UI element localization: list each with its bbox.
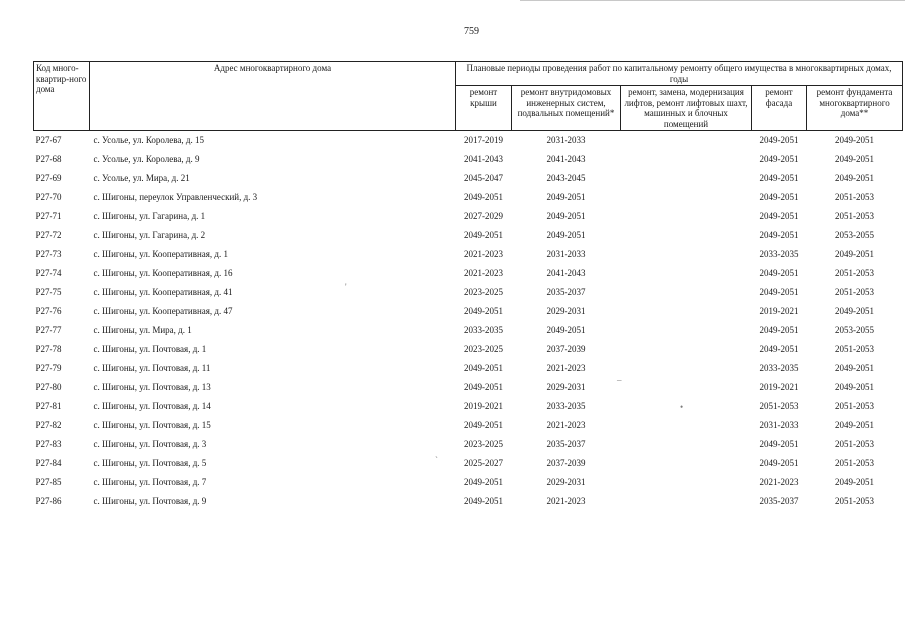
table-cell-elevators [621, 435, 752, 454]
table-cell-address: с. Шигоны, ул. Почтовая, д. 11 [93, 363, 211, 373]
table-cell-address: с. Шигоны, ул. Гагарина, д. 1 [93, 211, 206, 221]
table-cell-foundation: 2049-2051 [835, 135, 875, 145]
table-cell-foundation: 2049-2051 [835, 154, 875, 164]
table-cell-address: с. Шигоны, ул. Почтовая, д. 3 [93, 439, 207, 449]
table-cell-foundation: 2051-2053 [835, 211, 875, 221]
table-row [34, 245, 903, 264]
table-cell-foundation: 2051-2053 [835, 287, 875, 297]
table-cell-facade: 2033-2035 [759, 249, 799, 259]
table-cell-facade: 2049-2051 [759, 135, 799, 145]
table-cell-engineering: 2041-2043 [546, 268, 586, 278]
table-cell-address: с. Шигоны, ул. Почтовая, д. 1 [93, 344, 207, 354]
table-cell-foundation: 2049-2051 [835, 477, 875, 487]
capital-repair-table [33, 61, 903, 511]
table-cell-foundation: 2049-2051 [835, 382, 875, 392]
table-cell-engineering: 2035-2037 [546, 439, 586, 449]
table-cell-code: Р27-76 [35, 306, 62, 316]
table-cell-elevators [621, 245, 752, 264]
table-cell-engineering: 2029-2031 [546, 382, 586, 392]
table-body [34, 131, 903, 512]
table-cell-roof: 2049-2051 [464, 306, 503, 316]
table-cell-roof: 2023-2025 [464, 344, 503, 354]
table-cell-facade: 2049-2051 [759, 211, 799, 221]
table-cell-engineering: 2021-2023 [546, 420, 586, 430]
table-cell-elevators [621, 397, 752, 416]
table-cell-address: с. Усолье, ул. Королева, д. 9 [93, 154, 200, 164]
table-cell-elevators [621, 416, 752, 435]
table-cell-elevators [621, 492, 752, 511]
table-cell-roof: 2025-2027 [464, 458, 503, 468]
table-cell-code: Р27-81 [35, 401, 62, 411]
table-cell-facade: 2049-2051 [759, 325, 799, 335]
table-cell-roof: 2041-2043 [464, 154, 503, 164]
table-row [34, 264, 903, 283]
table-cell-elevators [621, 207, 752, 226]
table-row [34, 302, 903, 321]
table-cell-code: Р27-75 [35, 287, 62, 297]
table-row [34, 150, 903, 169]
table-cell-facade: 2049-2051 [759, 192, 799, 202]
table-cell-engineering: 2033-2035 [546, 401, 586, 411]
table-cell-facade: 2049-2051 [759, 154, 799, 164]
table-row [34, 321, 903, 340]
table-cell-elevators [621, 340, 752, 359]
table-cell-address: с. Шигоны, ул. Почтовая, д. 7 [93, 477, 207, 487]
table-row [34, 169, 903, 188]
table-cell-code: Р27-72 [35, 230, 62, 240]
table-cell-address: с. Шигоны, ул. Кооперативная, д. 16 [93, 268, 233, 278]
table-cell-code: Р27-71 [35, 211, 62, 221]
page-number: 759 [464, 26, 479, 37]
table-cell-facade: 2035-2037 [759, 496, 799, 506]
table-cell-address: с. Шигоны, ул. Кооперативная, д. 1 [93, 249, 228, 259]
table-row [34, 226, 903, 245]
table-cell-address: с. Усолье, ул. Королева, д. 15 [93, 135, 204, 145]
table-cell-engineering: 2049-2051 [546, 230, 586, 240]
table-row [34, 473, 903, 492]
table-cell-roof: 2049-2051 [464, 477, 503, 487]
header-elevators: ремонт, замена, модернизация лифтов, ремонт лифтовых шахт, машинных и блочных помещений [621, 86, 752, 131]
table-cell-roof: 2049-2051 [464, 192, 503, 202]
table-cell-engineering: 2041-2043 [546, 154, 586, 164]
table-cell-foundation: 2053-2055 [835, 325, 875, 335]
table-cell-engineering: 2049-2051 [546, 325, 586, 335]
table-cell-facade: 2049-2051 [759, 268, 799, 278]
table-cell-elevators [621, 226, 752, 245]
table-cell-roof: 2019-2021 [464, 401, 503, 411]
table-cell-address: с. Шигоны, ул. Почтовая, д. 15 [93, 420, 211, 430]
table-row [34, 188, 903, 207]
table-cell-foundation: 2053-2055 [835, 230, 875, 240]
table-row [34, 492, 903, 511]
table-cell-foundation: 2049-2051 [835, 249, 875, 259]
table-cell-foundation: 2049-2051 [835, 306, 875, 316]
header-engineering: ремонт внутридомовых инженерных систем, подвальных помещений* [512, 86, 621, 131]
table-cell-roof: 2033-2035 [464, 325, 503, 335]
table-cell-foundation: 2049-2051 [835, 173, 875, 183]
table-cell-roof: 2049-2051 [464, 363, 503, 373]
table-cell-code: Р27-82 [35, 420, 62, 430]
scan-speck: ' [345, 282, 347, 292]
table-cell-code: Р27-78 [35, 344, 62, 354]
table-cell-code: Р27-68 [35, 154, 62, 164]
table-cell-engineering: 2021-2023 [546, 496, 586, 506]
table-cell-roof: 2021-2023 [464, 249, 503, 259]
table-cell-code: Р27-84 [35, 458, 62, 468]
header-address: Адрес многоквартирного дома [90, 62, 456, 131]
table-row [34, 131, 903, 151]
table-cell-elevators [621, 359, 752, 378]
table-cell-elevators [621, 264, 752, 283]
table-cell-facade: 2049-2051 [759, 439, 799, 449]
table-cell-engineering: 2031-2033 [546, 135, 586, 145]
table-cell-foundation: 2051-2053 [835, 401, 875, 411]
table-cell-engineering: 2029-2031 [546, 306, 586, 316]
table-cell-roof: 2049-2051 [464, 420, 503, 430]
header-facade: ремонт фасада [752, 86, 807, 131]
table-cell-elevators [621, 302, 752, 321]
table-cell-code: Р27-70 [35, 192, 62, 202]
table-row [34, 454, 903, 473]
table-cell-foundation: 2051-2053 [835, 268, 875, 278]
table-row [34, 416, 903, 435]
table-cell-engineering: 2021-2023 [546, 363, 586, 373]
table-cell-foundation: 2051-2053 [835, 439, 875, 449]
table-cell-facade: 2049-2051 [759, 344, 799, 354]
table-row [34, 435, 903, 454]
table-cell-facade: 2019-2021 [759, 382, 799, 392]
table-cell-facade: 2033-2035 [759, 363, 799, 373]
table-cell-elevators [621, 473, 752, 492]
table-cell-foundation: 2051-2053 [835, 344, 875, 354]
scan-dash: – [617, 375, 622, 385]
table-row [34, 359, 903, 378]
table-cell-roof: 2049-2051 [464, 230, 503, 240]
table-cell-code: Р27-69 [35, 173, 62, 183]
header-roof: ремонт крыши [456, 86, 512, 131]
table-cell-code: Р27-85 [35, 477, 62, 487]
table-cell-address: с. Шигоны, ул. Почтовая, д. 14 [93, 401, 211, 411]
header-foundation: ремонт фундамента многоквартирного дома** [807, 86, 903, 131]
table-cell-code: Р27-77 [35, 325, 62, 335]
table-cell-facade: 2031-2033 [759, 420, 799, 430]
table-cell-code: Р27-73 [35, 249, 62, 259]
table-cell-address: с. Усолье, ул. Мира, д. 21 [93, 173, 190, 183]
table-cell-roof: 2027-2029 [464, 211, 503, 221]
table-cell-elevators [621, 454, 752, 473]
table-cell-facade: 2049-2051 [759, 230, 799, 240]
table-cell-facade: 2021-2023 [759, 477, 799, 487]
table-cell-address: с. Шигоны, ул. Почтовая, д. 9 [93, 496, 207, 506]
table-row [34, 378, 903, 397]
table-cell-address: с. Шигоны, переулок Управленческий, д. 3 [93, 192, 258, 202]
table-cell-code: Р27-86 [35, 496, 62, 506]
table-cell-roof: 2049-2051 [464, 496, 503, 506]
table-cell-roof: 2017-2019 [464, 135, 503, 145]
table-cell-elevators [621, 131, 752, 151]
table-cell-facade: 2049-2051 [759, 287, 799, 297]
table-cell-code: Р27-79 [35, 363, 62, 373]
table-cell-address: с. Шигоны, ул. Кооперативная, д. 47 [93, 306, 233, 316]
scan-dot: • [680, 402, 684, 412]
table-cell-engineering: 2049-2051 [546, 211, 586, 221]
table-cell-code: Р27-74 [35, 268, 62, 278]
table-cell-foundation: 2051-2053 [835, 496, 875, 506]
table-cell-roof: 2023-2025 [464, 439, 503, 449]
table-cell-engineering: 2037-2039 [546, 458, 586, 468]
table-cell-engineering: 2031-2033 [546, 249, 586, 259]
table-cell-foundation: 2051-2053 [835, 192, 875, 202]
table-cell-engineering: 2029-2031 [546, 477, 586, 487]
table-cell-foundation: 2049-2051 [835, 363, 875, 373]
table-cell-address: с. Шигоны, ул. Кооперативная, д. 41 [93, 287, 233, 297]
table-cell-elevators [621, 188, 752, 207]
header-periods: Плановые периоды проведения работ по капитальному ремонту общего имущества в многоквартирных домах, годы [456, 62, 903, 86]
table-cell-foundation: 2051-2053 [835, 458, 875, 468]
table-cell-address: с. Шигоны, ул. Почтовая, д. 5 [93, 458, 207, 468]
table-cell-address: с. Шигоны, ул. Гагарина, д. 2 [93, 230, 206, 240]
table-cell-engineering: 2043-2045 [546, 173, 586, 183]
table-row [34, 283, 903, 302]
table-cell-roof: 2049-2051 [464, 382, 503, 392]
table-cell-code: Р27-80 [35, 382, 62, 392]
table-cell-engineering: 2037-2039 [546, 344, 586, 354]
table-cell-elevators [621, 321, 752, 340]
table-cell-elevators [621, 169, 752, 188]
scan-speck: ` [435, 455, 438, 465]
table-cell-engineering: 2035-2037 [546, 287, 586, 297]
table-cell-facade: 2019-2021 [759, 306, 799, 316]
table-cell-facade: 2049-2051 [759, 458, 799, 468]
table-cell-facade: 2051-2053 [759, 401, 799, 411]
table-cell-elevators [621, 283, 752, 302]
table-cell-address: с. Шигоны, ул. Почтовая, д. 13 [93, 382, 211, 392]
table-row [34, 397, 903, 416]
table-cell-elevators [621, 150, 752, 169]
header-code: Код много-квартир-ного дома [34, 62, 90, 131]
table-cell-roof: 2045-2047 [464, 173, 503, 183]
table-cell-elevators [621, 378, 752, 397]
table-cell-foundation: 2049-2051 [835, 420, 875, 430]
table-cell-engineering: 2049-2051 [546, 192, 586, 202]
scan-edge-line [520, 0, 905, 1]
table-cell-code: Р27-83 [35, 439, 62, 449]
table-row [34, 340, 903, 359]
table-cell-roof: 2023-2025 [464, 287, 503, 297]
table-cell-roof: 2021-2023 [464, 268, 503, 278]
table-row [34, 207, 903, 226]
table-cell-facade: 2049-2051 [759, 173, 799, 183]
table-cell-code: Р27-67 [35, 135, 62, 145]
table-cell-address: с. Шигоны, ул. Мира, д. 1 [93, 325, 192, 335]
